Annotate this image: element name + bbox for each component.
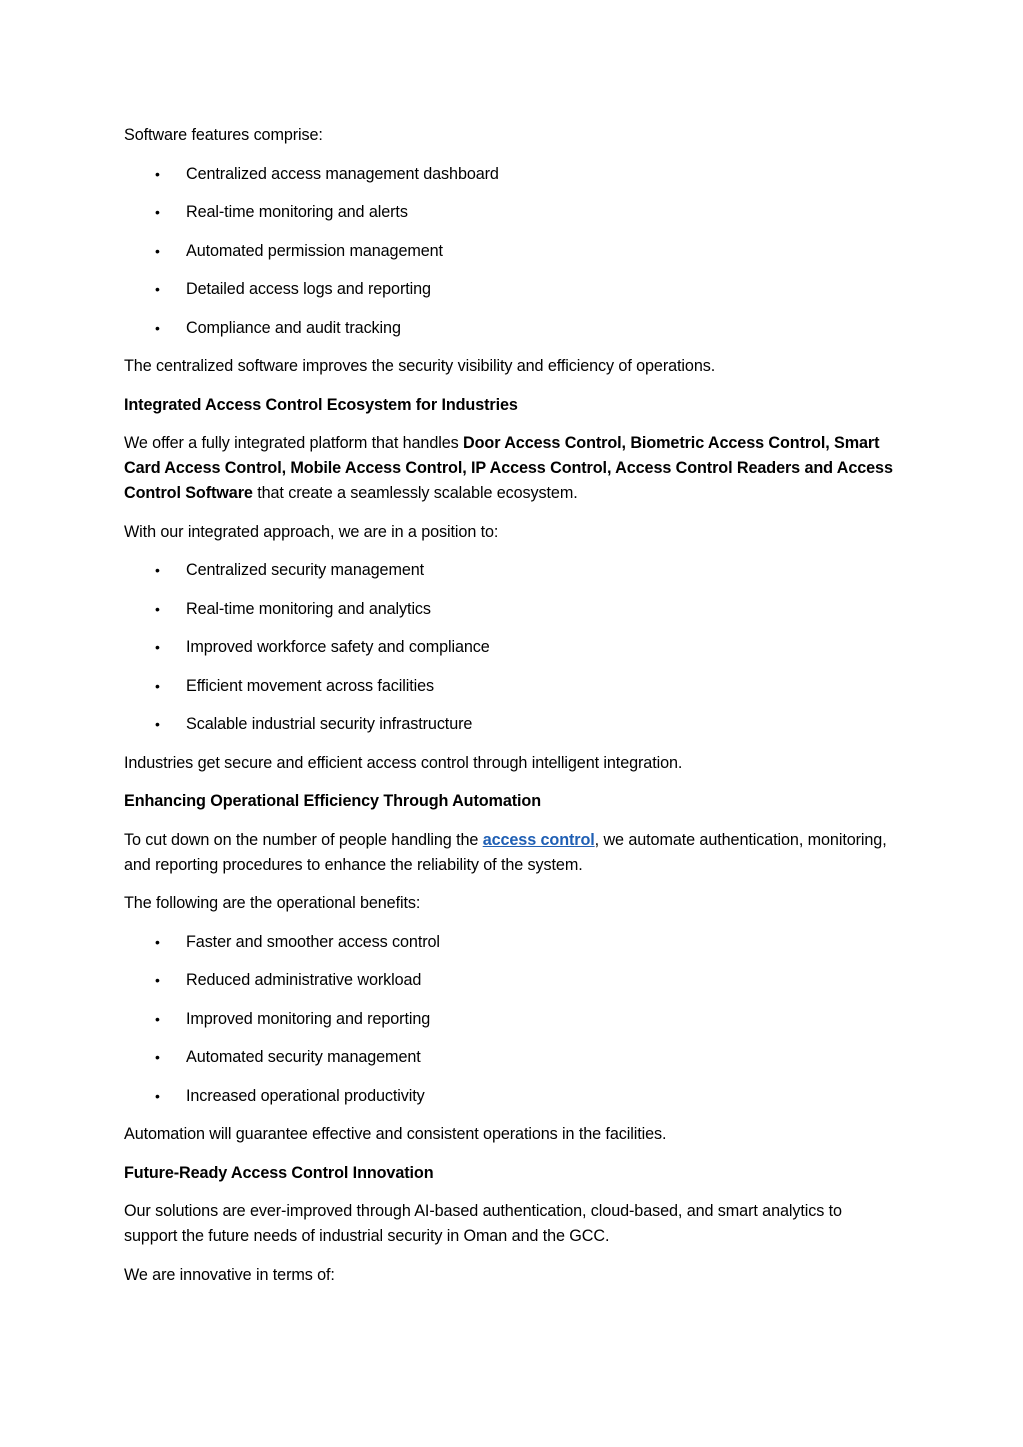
list-item: • Centralized access management dashboard — [124, 162, 894, 187]
features-intro: Software features comprise: — [124, 126, 323, 144]
list-item: • Efficient movement across facilities — [124, 674, 894, 699]
integrated-outro: Industries get secure and efficient access control through intelligent integration. — [124, 753, 683, 772]
bullet-icon: • — [155, 1010, 160, 1027]
list-item: • Automated security management — [124, 1045, 894, 1070]
benefits-list — [124, 930, 894, 1109]
list-item: • Reduced administrative workload — [124, 968, 894, 993]
list-item: • Centralized security management — [124, 558, 894, 583]
bullet-icon: • — [155, 1049, 160, 1065]
bullet-icon: • — [155, 165, 160, 182]
bullet-icon: • — [155, 319, 160, 336]
bullet-icon: • — [155, 204, 160, 220]
heading-future-ready: Future-Ready Access Control Innovation — [124, 1163, 434, 1182]
innovation-intro: We are innovative in terms of: — [124, 1265, 335, 1284]
integrated-intro: With our integrated approach, we are in a position to: — [124, 522, 499, 541]
bullet-icon: • — [155, 562, 160, 578]
integrated-list — [124, 558, 894, 737]
bullet-icon: • — [155, 600, 160, 617]
heading-operational-efficiency: Enhancing Operational Efficiency Through Automation — [124, 792, 541, 810]
automation-outro: Automation will guarantee effective and consistent operations in the facilities. — [124, 1125, 667, 1143]
integrated-paragraph: We offer a fully integrated platform that handles Door Access Control, Biometric Access Control, Smart Card Access Control, Mobile Access Control, IP Access Control, Access Control Readers and Access Control Software that create a seamlessly scalable ecosystem. — [124, 434, 893, 502]
benefits-intro: The following are the operational benefits: — [124, 894, 421, 912]
list-item: • Real-time monitoring and alerts — [124, 200, 894, 225]
bullet-icon: • — [155, 972, 160, 988]
bullet-icon: • — [155, 639, 160, 655]
list-item: • Automated permission management — [124, 239, 894, 264]
features-list — [124, 162, 894, 341]
list-item: • Improved monitoring and reporting — [124, 1007, 894, 1032]
list-item: • Detailed access logs and reporting — [124, 277, 894, 302]
list-item: • Increased operational productivity — [124, 1084, 894, 1109]
bullet-icon: • — [155, 677, 160, 694]
product-list-bold: Door Access Control, Biometric Access Control, Smart Card Access Control, Mobile Access Control, IP Access Control, Access Control Readers and Access Control Software — [124, 434, 893, 502]
access-control-link[interactable]: access control — [482, 830, 595, 849]
list-item: • Faster and smoother access control — [124, 930, 894, 955]
bullet-icon: • — [155, 242, 160, 259]
document-page — [124, 123, 894, 1301]
heading-integrated-ecosystem: Integrated Access Control Ecosystem for Industries — [124, 395, 518, 414]
list-item: • Scalable industrial security infrastructure — [124, 712, 894, 737]
list-item: • Real-time monitoring and analytics — [124, 597, 894, 622]
list-item: • Compliance and audit tracking — [124, 316, 894, 341]
bullet-icon: • — [155, 933, 160, 950]
bullet-icon: • — [155, 716, 160, 732]
bullet-icon: • — [155, 1087, 160, 1104]
list-item: • Improved workforce safety and compliance — [124, 635, 894, 660]
automation-paragraph: To cut down on the number of people handling the access control, we automate authentication, monitoring, and reporting procedures to enhance the reliability of the system. — [124, 830, 887, 874]
bullet-icon: • — [155, 281, 160, 297]
features-outro: The centralized software improves the security visibility and efficiency of operations. — [124, 357, 716, 375]
future-paragraph: Our solutions are ever-improved through AI-based authentication, cloud-based, and smart analytics to support the future needs of industrial security in Oman and the GCC. — [124, 1202, 842, 1245]
